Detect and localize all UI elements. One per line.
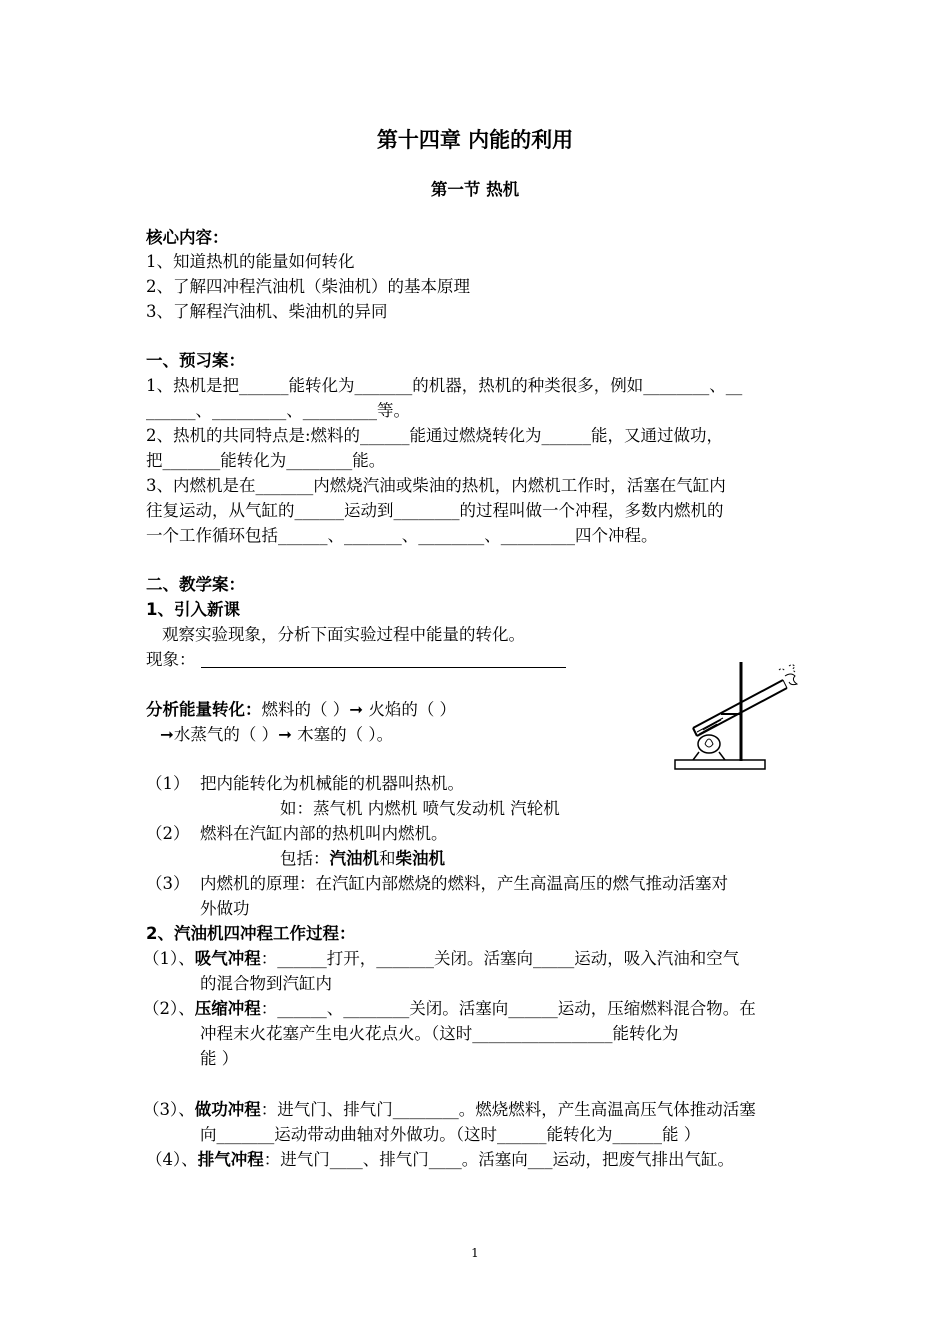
stroke-2-name: 压缩冲程 bbox=[194, 999, 261, 1018]
analysis-chain-1: 燃料的（ ）➞ 火焰的（ ） bbox=[261, 700, 457, 719]
analysis-line-1 bbox=[146, 698, 456, 722]
preview-line: ______、_________、_________等。 bbox=[146, 401, 410, 420]
stroke-1 bbox=[143, 947, 739, 971]
intro-heading: 1、引入新课 bbox=[146, 600, 240, 619]
section-subtitle: 第一节 热机 bbox=[430, 180, 520, 199]
page-title: 第十四章 内能的利用 bbox=[376, 128, 574, 152]
stroke-2-text-cont2: 能 ） bbox=[200, 1049, 239, 1068]
page-number: 1 bbox=[471, 1246, 479, 1260]
stroke-4 bbox=[146, 1148, 734, 1172]
analysis-label: 分析能量转化： bbox=[146, 700, 262, 719]
stroke-1-number: （1）、 bbox=[143, 949, 195, 968]
stroke-3 bbox=[143, 1098, 756, 1122]
diesel-engine-term: 柴油机 bbox=[395, 849, 445, 868]
point-3-number: （3） bbox=[146, 874, 190, 893]
preview-line: 把_______能转化为________能。 bbox=[146, 451, 386, 470]
stroke-4-number: （4）、 bbox=[146, 1150, 198, 1169]
stroke-4-name: 排气冲程 bbox=[197, 1150, 264, 1169]
stroke-2-text-cont: 冲程末火花塞产生电火花点火。（这时_________________能转化为 bbox=[200, 1024, 679, 1043]
stroke-1-name: 吸气冲程 bbox=[194, 949, 261, 968]
core-item: 3、了解程汽油机、柴油机的异同 bbox=[146, 302, 388, 321]
process-heading: 2、汽油机四冲程工作过程： bbox=[146, 924, 356, 943]
point-2-prefix: 包括： bbox=[280, 849, 330, 868]
preview-line: 往复运动，从气缸的______运动到________的过程叫做一个冲程，多数内燃机的 bbox=[146, 501, 724, 520]
preview-line: 一个工作循环包括______、_______、________、_________四个冲程。 bbox=[146, 526, 658, 545]
core-item: 1、知道热机的能量如何转化 bbox=[146, 252, 355, 271]
stroke-3-number: （3）、 bbox=[143, 1100, 195, 1119]
preview-heading: 一、预习案： bbox=[146, 351, 245, 370]
phenomenon-label: 现象： bbox=[146, 650, 196, 669]
analysis-line-2: ➞水蒸气的（ ）➞ 木塞的（ ）。 bbox=[160, 725, 394, 744]
point-1-text: 把内能转化为机械能的机器叫热机。 bbox=[200, 774, 464, 793]
stroke-3-text: ：进气门、排气门________。燃烧燃料，产生高温高压气体推动活塞 bbox=[260, 1100, 756, 1119]
point-1-number: （1） bbox=[146, 774, 190, 793]
point-2-examples bbox=[280, 847, 445, 871]
stroke-3-name: 做功冲程 bbox=[194, 1100, 261, 1119]
preview-line: 1、热机是把______能转化为_______的机器，热机的种类很多，例如________、__ bbox=[146, 376, 743, 395]
phenomenon-answer-line bbox=[201, 667, 566, 668]
stroke-2-number: （2）、 bbox=[143, 999, 195, 1018]
stroke-2-text: ：______、________关闭。活塞向______运动，压缩燃料混合物。在 bbox=[260, 999, 756, 1018]
core-item: 2、了解四冲程汽油机（柴油机）的基本原理 bbox=[146, 277, 470, 296]
distillation-apparatus-illustration bbox=[673, 656, 801, 776]
point-3-text: 内燃机的原理：在汽缸内部燃烧的燃料，产生高温高压的燃气推动活塞对 bbox=[200, 874, 728, 893]
point-2-connector: 和 bbox=[379, 849, 396, 868]
point-3-text-cont: 外做功 bbox=[200, 899, 250, 918]
stroke-1-text-cont: 的混合物到汽缸内 bbox=[200, 974, 332, 993]
stroke-1-text: ：______打开，_______关闭。活塞向_____运动，吸入汽油和空气 bbox=[260, 949, 740, 968]
stroke-2 bbox=[143, 997, 756, 1021]
core-heading: 核心内容： bbox=[146, 228, 229, 247]
teaching-heading: 二、教学案： bbox=[146, 575, 245, 594]
stroke-3-text-cont: 向_______运动带动曲轴对外做功。（这时______能转化为______能 ） bbox=[200, 1125, 701, 1144]
preview-line: 3、内燃机是在_______内燃烧汽油或柴油的热机，内燃机工作时，活塞在气缸内 bbox=[146, 476, 726, 495]
gasoline-engine-term: 汽油机 bbox=[329, 849, 379, 868]
point-1-examples: 如：蒸气机 内燃机 喷气发动机 汽轮机 bbox=[280, 799, 560, 818]
stroke-4-text: ：进气门____、排气门____。活塞向___运动，把废气排出气缸。 bbox=[263, 1150, 734, 1169]
point-2-text: 燃料在汽缸内部的热机叫内燃机。 bbox=[200, 824, 448, 843]
point-2-number: （2） bbox=[146, 824, 190, 843]
preview-line: 2、热机的共同特点是:燃料的______能通过燃烧转化为______能，又通过做功， bbox=[146, 426, 724, 445]
observe-text: 观察实验现象，分析下面实验过程中能量的转化。 bbox=[162, 625, 525, 644]
